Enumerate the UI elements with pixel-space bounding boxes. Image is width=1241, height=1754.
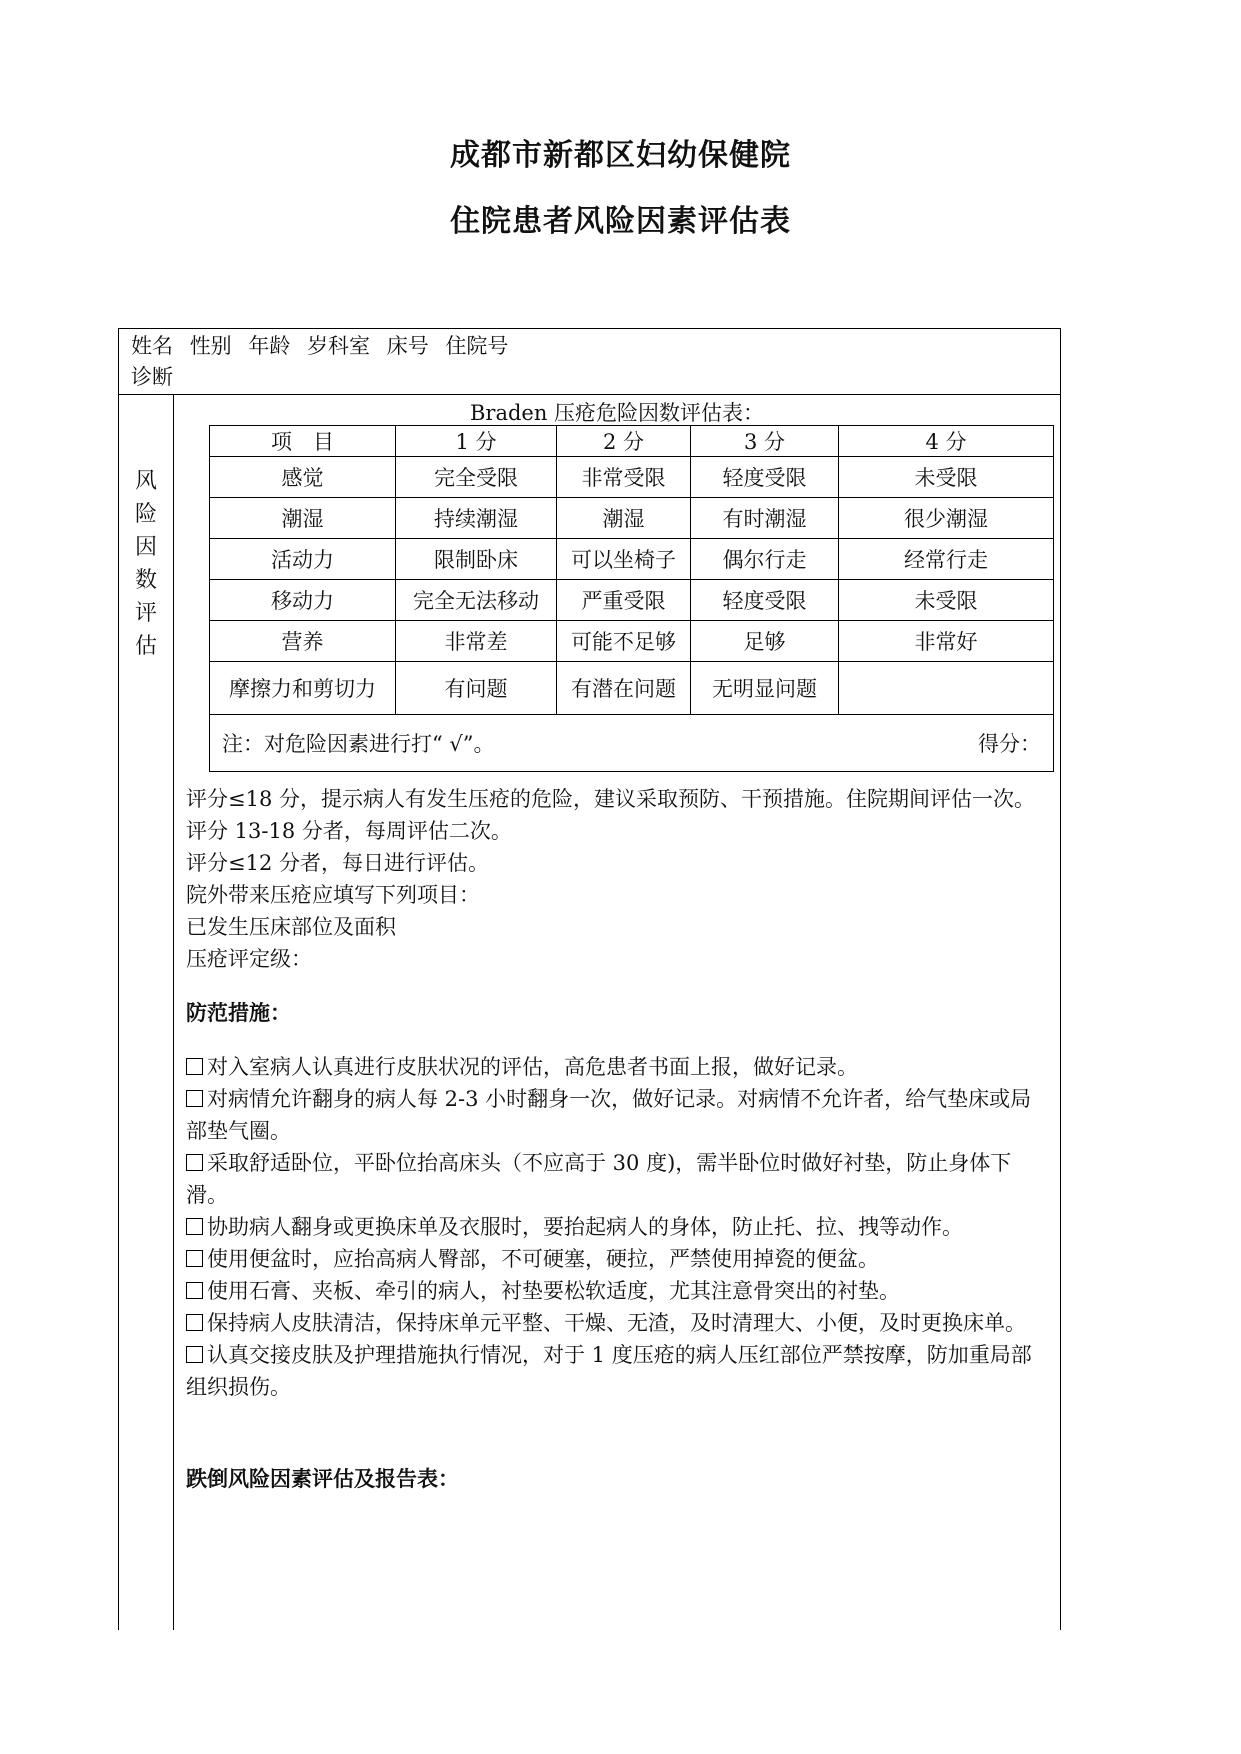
form-frame (118, 328, 1061, 1630)
table-cell[interactable]: 潮湿 (557, 498, 691, 539)
table-cell[interactable]: 轻度受限 (691, 580, 839, 621)
instruction-line: 已发生压床部位及面积 (186, 915, 396, 939)
prevention-item-text: 对病情允许翻身的病人每 2-3 小时翻身一次，做好记录。对病情不允许者，给气垫床或局部垫气圈。 (186, 1087, 1032, 1143)
note-cell (210, 715, 1054, 772)
score-label[interactable]: 得分： (978, 732, 1041, 756)
table-row (210, 621, 1054, 662)
instruction-line: 评分 13-18 分者，每周评估二次。 (186, 819, 512, 843)
fall-risk-heading: 跌倒风险因素评估及报告表： (186, 1467, 459, 1491)
age-label: 年龄 (248, 334, 291, 358)
name-label: 姓名 (131, 334, 173, 358)
prevention-item (186, 1243, 1052, 1275)
table-cell[interactable]: 严重受限 (557, 580, 691, 621)
gender-label: 性别 (189, 334, 232, 358)
table-cell[interactable]: 可能不足够 (557, 621, 691, 662)
side-char: 险 (134, 502, 157, 527)
risk-assessment-side-label (119, 465, 173, 663)
prevention-item-text: 采取舒适卧位，平卧位抬高床头（不应高于 30 度)，需半卧位时做好衬垫，防止身体下滑。 (186, 1151, 1012, 1207)
checkbox[interactable] (186, 1346, 203, 1363)
table-cell[interactable]: 完全受限 (396, 457, 557, 498)
prevention-item-text: 使用石膏、夹板、牵引的病人，衬垫要松软适度，尤其注意骨突出的衬垫。 (207, 1279, 900, 1303)
row-label: 感觉 (210, 457, 396, 498)
table-cell[interactable]: 轻度受限 (691, 457, 839, 498)
checkbox[interactable] (186, 1314, 203, 1331)
prevention-item (186, 1307, 1052, 1339)
side-char: 估 (134, 634, 157, 659)
checkbox[interactable] (186, 1282, 203, 1299)
instruction-line: 院外带来压疮应填写下列项目： (186, 883, 480, 907)
side-column (119, 395, 174, 1630)
patient-info-fields (131, 331, 1048, 362)
prevention-item-text: 保持病人皮肤清洁，保持床单元平整、干燥、无渣，及时清理大、小便，及时更换床单。 (207, 1311, 1026, 1335)
col-header: 1 分 (396, 426, 557, 457)
prevention-item-text: 协助病人翻身或更换床单及衣服时，要抬起病人的身体，防止托、拉、拽等动作。 (207, 1215, 963, 1239)
checkbox[interactable] (186, 1250, 203, 1267)
table-row (210, 662, 1054, 715)
table-row (210, 457, 1054, 498)
table-cell[interactable]: 非常受限 (557, 457, 691, 498)
row-label: 潮湿 (210, 498, 396, 539)
col-header: 项 目 (210, 426, 396, 457)
checkbox[interactable] (186, 1058, 203, 1075)
row-label: 活动力 (210, 539, 396, 580)
side-char: 风 (134, 469, 157, 494)
diagnosis-label: 诊断 (131, 365, 173, 389)
row-label: 营养 (210, 621, 396, 662)
bed-label: 床号 (386, 334, 429, 358)
table-cell[interactable]: 无明显问题 (691, 662, 839, 715)
prevention-item (186, 1147, 1052, 1211)
checkbox[interactable] (186, 1090, 203, 1107)
side-char: 评 (134, 601, 157, 626)
prevention-item (186, 1275, 1052, 1307)
braden-header-row (210, 426, 1054, 457)
main-content (174, 395, 1060, 1630)
table-cell[interactable]: 非常差 (396, 621, 557, 662)
table-cell[interactable]: 未受限 (839, 457, 1054, 498)
admission-no-label: 住院号 (445, 334, 509, 358)
prevention-item (186, 1051, 1052, 1083)
col-header: 4 分 (839, 426, 1054, 457)
prevention-item (186, 1339, 1052, 1403)
col-header: 3 分 (691, 426, 839, 457)
table-cell[interactable]: 持续潮湿 (396, 498, 557, 539)
table-row (210, 580, 1054, 621)
row-label: 移动力 (210, 580, 396, 621)
instructions-section (186, 783, 1052, 1495)
note-text: 注：对危险因素进行打“ √”。 (222, 732, 495, 756)
table-cell[interactable]: 非常好 (839, 621, 1054, 662)
row-label: 摩擦力和剪切力 (210, 662, 396, 715)
instruction-line: 评分≤12 分者，每日进行评估。 (186, 851, 489, 875)
col-header: 2 分 (557, 426, 691, 457)
side-char: 因 (134, 535, 157, 560)
table-cell[interactable]: 偶尔行走 (691, 539, 839, 580)
checkbox[interactable] (186, 1218, 203, 1235)
instruction-line: 评分≤18 分，提示病人有发生压疮的危险，建议采取预防、干预措施。住院期间评估一次。 (186, 787, 1035, 811)
table-cell[interactable]: 未受限 (839, 580, 1054, 621)
table-cell[interactable]: 经常行走 (839, 539, 1054, 580)
prevention-item-text: 认真交接皮肤及护理措施执行情况，对于 1 度压疮的病人压红部位严禁按摩，防加重局部组织损伤。 (186, 1343, 1032, 1399)
braden-table (209, 425, 1054, 772)
braden-title: Braden 压疮危险因数评估表： (469, 401, 765, 425)
prevention-item-text: 使用便盆时，应抬高病人臀部，不可硬塞，硬拉，严禁使用掉瓷的便盆。 (207, 1247, 879, 1271)
patient-info-section (119, 329, 1060, 395)
table-cell[interactable]: 限制卧床 (396, 539, 557, 580)
table-row (210, 539, 1054, 580)
prevention-item (186, 1211, 1052, 1243)
table-row (210, 498, 1054, 539)
note-row (210, 715, 1054, 772)
table-cell[interactable]: 有潜在问题 (557, 662, 691, 715)
table-cell[interactable] (839, 662, 1054, 715)
table-cell[interactable]: 有时潮湿 (691, 498, 839, 539)
prevention-item-text: 对入室病人认真进行皮肤状况的评估，高危患者书面上报，做好记录。 (207, 1055, 858, 1079)
side-char: 数 (134, 568, 157, 593)
instruction-line: 压疮评定级： (186, 947, 312, 971)
prevention-item (186, 1083, 1052, 1147)
table-cell[interactable]: 足够 (691, 621, 839, 662)
table-cell[interactable]: 可以坐椅子 (557, 539, 691, 580)
table-cell[interactable]: 有问题 (396, 662, 557, 715)
table-cell[interactable]: 很少潮湿 (839, 498, 1054, 539)
dept-label: 岁科室 (307, 334, 371, 358)
form-title: 住院患者风险因素评估表 (450, 204, 791, 239)
checkbox[interactable] (186, 1154, 203, 1171)
hospital-name: 成都市新都区妇幼保健院 (450, 138, 791, 173)
table-cell[interactable]: 完全无法移动 (396, 580, 557, 621)
prevention-heading: 防范措施： (186, 1001, 291, 1025)
